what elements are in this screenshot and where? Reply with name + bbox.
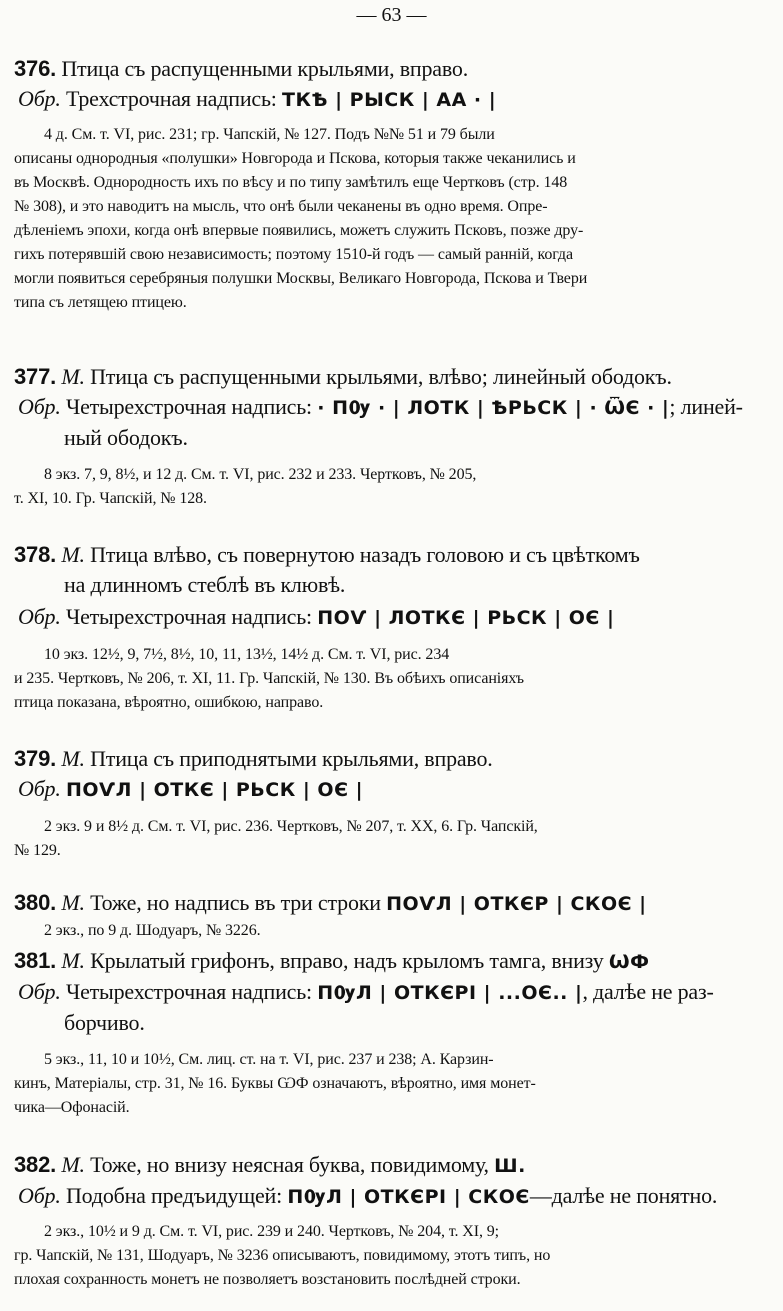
note-line: 2 экз., по 9 д. Шодуаръ, № 3226.	[44, 922, 261, 939]
obverse-text: Подобна предъидущей:	[65, 1183, 283, 1208]
entry-note	[14, 123, 770, 315]
catalog-entry-377	[14, 362, 770, 511]
obverse-line	[14, 84, 770, 115]
coin-legend: ПѸЛ | ОТКЄРІ | СКОЄ	[287, 1186, 530, 1208]
entry-number: 382.	[14, 1152, 57, 1177]
note-line: 8 экз. 7, 9, 8½, и 12 д. См. т. VI, рис. 232 и 233. Чертковъ, № 205,	[44, 466, 477, 483]
entry-number: 378.	[14, 542, 57, 567]
note-line: гр. Чапскій, № 131, Шодуаръ, № 3236 описываютъ, повидимому, этотъ типъ, но	[14, 1247, 551, 1264]
coin-legend: ТКѢ | РЫСК | АА · |	[282, 89, 497, 111]
entry-abbr: М.	[61, 890, 85, 915]
moneyer-mark: Ш.	[494, 1155, 526, 1177]
entry-description: Птица влѣво, съ повернутою назадъ головою и съ цвѣткомъ	[90, 542, 640, 567]
note-line: № 308), и это наводитъ на мысль, что онѣ были чеканены въ одно время. Опре-	[14, 198, 548, 215]
catalog-entry-381	[14, 946, 770, 1120]
legend-tail: —далѣе не понятно.	[529, 1183, 718, 1208]
entry-note	[14, 1220, 770, 1292]
note-line: 4 д. См. т. VI, рис. 231; гр. Чапскій, № 127. Подъ №№ 51 и 79 были	[44, 126, 495, 143]
entry-number: 379.	[14, 746, 57, 771]
obverse-label: Обр.	[18, 776, 61, 801]
catalog-entry-379	[14, 744, 770, 863]
entry-description: Птица съ приподнятыми крыльями, вправо.	[90, 746, 493, 771]
note-line: 2 экз., 10½ и 9 д. См. т. VI, рис. 239 и 240. Чертковъ, № 204, т. XI, 9;	[44, 1223, 500, 1240]
entry-note	[14, 643, 770, 715]
legend-tail: ; линей-	[669, 394, 743, 419]
note-line: могли появиться серебряныя полушки Москвы, Великаго Новгорода, Пскова и Твери	[14, 270, 588, 287]
note-line: 10 экз. 12½, 9, 7½, 8½, 10, 11, 13½, 14½ д. См. т. VI, рис. 234	[44, 646, 450, 663]
entry-description: Тоже, но внизу неясная буква, повидимому,	[90, 1152, 489, 1177]
entry-header	[14, 946, 770, 977]
coin-legend: · ПѸ · | ЛОТК | ѢРЬСК | · ѾЄ · |	[317, 397, 670, 419]
entry-header	[14, 540, 770, 570]
coin-legend: ПОѴЛ | ОТКЄ | РЬСК | ОЄ |	[65, 779, 364, 801]
entry-header	[14, 888, 770, 919]
note-line: дѣленіемъ эпохи, когда онѣ впервые появились, можетъ служить Псковъ, позже дру-	[14, 222, 584, 239]
note-line: чика—Офонасій.	[14, 1099, 130, 1116]
moneyer-mark: ѠФ	[608, 951, 650, 973]
note-line: кинъ, Матеріалы, стр. 31, № 16. Буквы ѠФ означаютъ, вѣроятно, имя монет-	[14, 1075, 536, 1092]
entry-description: Птица съ распущенными крыльями, влѣво; линейный ободокъ.	[90, 364, 672, 389]
entry-note	[14, 919, 770, 943]
obverse-label: Обр.	[18, 394, 61, 419]
entry-header	[14, 744, 770, 774]
note-line: № 129.	[14, 842, 61, 859]
obverse-line	[14, 392, 770, 423]
note-line: т. XI, 10. Гр. Чапскій, № 128.	[14, 490, 207, 507]
entry-number: 381.	[14, 948, 57, 973]
note-line: типа съ летящею птицею.	[14, 294, 187, 311]
entry-note	[14, 1048, 770, 1120]
legend-tail: , далѣе не раз-	[582, 979, 714, 1004]
continuation-line: ный ободокъ.	[64, 425, 188, 450]
note-line: птица показана, вѣроятно, ошибкою, направо.	[14, 694, 324, 711]
obverse-label: Обр.	[18, 86, 61, 111]
note-line: гихъ потерявшій свою независимость; поэтому 1510-й годъ — самый ранній, когда	[14, 246, 573, 263]
entry-abbr: М.	[61, 542, 85, 567]
obverse-label: Обр.	[18, 979, 61, 1004]
page-number: — 63 —	[356, 4, 427, 26]
obverse-text: Трехстрочная надпись:	[65, 86, 277, 111]
note-line: и 235. Чертковъ, № 206, т. XI, 11. Гр. Чапскій, № 130. Въ обѣихъ описаніяхъ	[14, 670, 524, 687]
obverse-line	[14, 977, 770, 1008]
entry-header	[14, 1150, 770, 1181]
entry-number: 380.	[14, 890, 57, 915]
coin-legend: ПОѴЛ | ОТКЄР | СКОЄ |	[386, 893, 647, 915]
catalog-entry-382	[14, 1150, 770, 1292]
entry-header	[14, 362, 770, 392]
catalog-entry-376	[14, 54, 770, 315]
entry-abbr: М.	[61, 1152, 85, 1177]
entry-description: Крылатый грифонъ, вправо, надъ крыломъ тамга, внизу	[90, 948, 604, 973]
note-line: въ Москвѣ. Однородность ихъ по вѣсу и по типу замѣтилъ еще Чертковъ (стр. 148	[14, 174, 568, 191]
catalog-entry-378	[14, 540, 770, 715]
obverse-label: Обр.	[18, 604, 61, 629]
coin-legend: ПѸЛ | ОТКЄРІ | ...ОЄ.. |	[317, 982, 583, 1004]
obverse-text: Четырехстрочная надпись:	[65, 604, 312, 629]
obverse-text: Четырехстрочная надпись:	[65, 979, 312, 1004]
entry-number: 377.	[14, 364, 57, 389]
entry-abbr: М.	[61, 948, 85, 973]
continuation-line: на длинномъ стеблѣ въ клювѣ.	[64, 572, 346, 597]
entry-header	[14, 54, 770, 84]
note-line: 5 экз., 11, 10 и 10½, См. лиц. ст. на т. VI, рис. 237 и 238; А. Карзин-	[44, 1051, 494, 1068]
entry-abbr: М.	[61, 364, 85, 389]
obverse-line	[14, 1181, 770, 1212]
obverse-text: Четырехстрочная надпись:	[65, 394, 312, 419]
entry-number: 376.	[14, 56, 57, 81]
note-line: плохая сохранность монетъ не позволяетъ возстановить послѣдней строки.	[14, 1271, 521, 1288]
entry-note	[14, 815, 770, 863]
obverse-label: Обр.	[18, 1183, 61, 1208]
note-line: 2 экз. 9 и 8½ д. См. т. VI, рис. 236. Чертковъ, № 207, т. XX, 6. Гр. Чапскій,	[44, 818, 538, 835]
coin-legend: ПОѴ | ЛОТКЄ | РЬСК | ОЄ |	[317, 607, 615, 629]
continuation-line: борчиво.	[64, 1010, 145, 1035]
catalog-entry-380	[14, 888, 770, 943]
entry-note	[14, 463, 770, 511]
entry-description: Тоже, но надпись въ три строки	[90, 890, 381, 915]
entry-description: Птица съ распущенными крыльями, вправо.	[61, 56, 468, 81]
note-line: описаны однородныя «полушки» Новгорода и Пскова, которыя также чеканились и	[14, 150, 576, 167]
obverse-line	[14, 774, 770, 805]
obverse-line	[14, 602, 770, 633]
entry-abbr: М.	[61, 746, 85, 771]
